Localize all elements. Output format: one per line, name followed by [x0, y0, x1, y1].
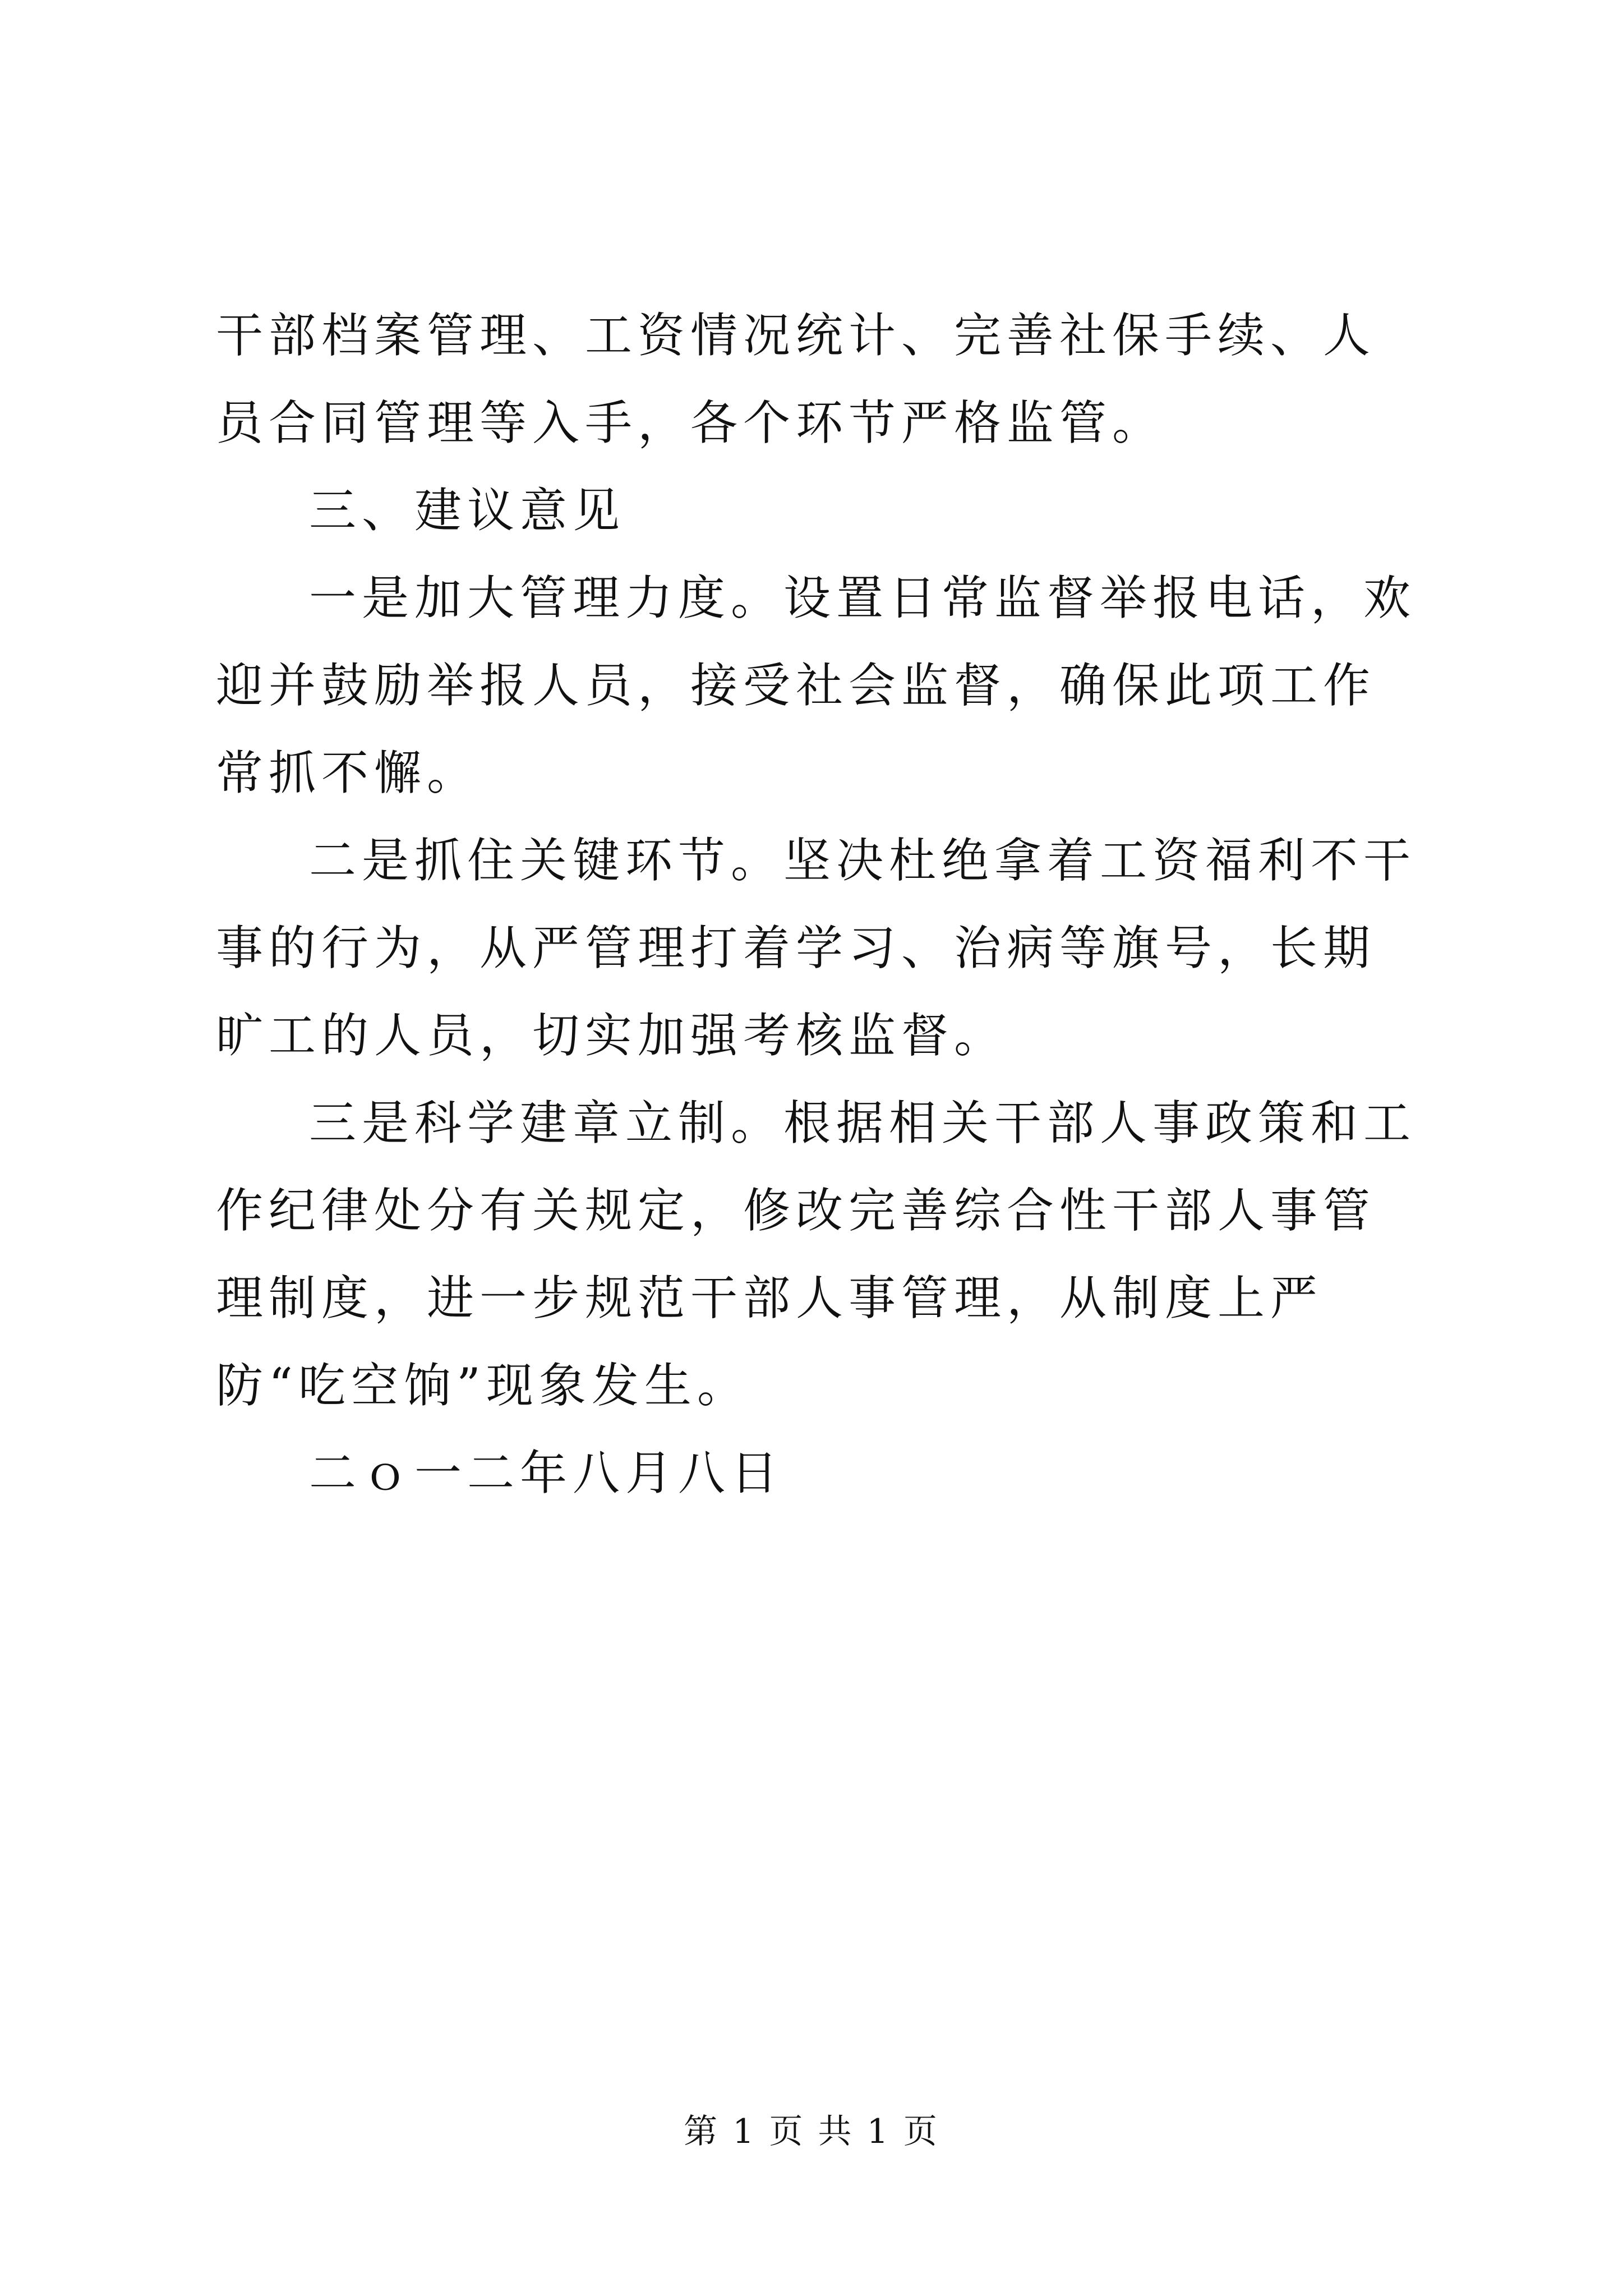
document-body [216, 292, 1422, 1517]
paragraph-continuation: 干部档案管理、工资情况统计、完善社保手续、人员合同管理等入手，各个环节严格监管。 [216, 308, 1376, 450]
paragraph-suggestion-3: 三是科学建章立制。根据相关干部人事政策和工作纪律处分有关规定，修改完善综合性干部人事管理制度，进一步规范干部人事管理，从制度上严防“吃空饷”现象发生。 [216, 1096, 1417, 1413]
document-date: 二ｏ一二年八月八日 [309, 1446, 784, 1501]
paragraph-suggestion-2: 二是抓住关键环节。坚决杜绝拿着工资福利不干事的行为，从严管理打着学习、治病等旗号，长期旷工的人员，切实加强考核监督。 [216, 833, 1417, 1063]
paragraph-suggestion-1: 一是加大管理力度。设置日常监督举报电话，欢迎并鼓励举报人员，接受社会监督，确保此项工作常抓不懈。 [216, 570, 1417, 800]
page-footer: 第 1 页 共 1 页 [684, 2112, 939, 2151]
section-heading-suggestions: 三、建议意见 [309, 483, 626, 538]
